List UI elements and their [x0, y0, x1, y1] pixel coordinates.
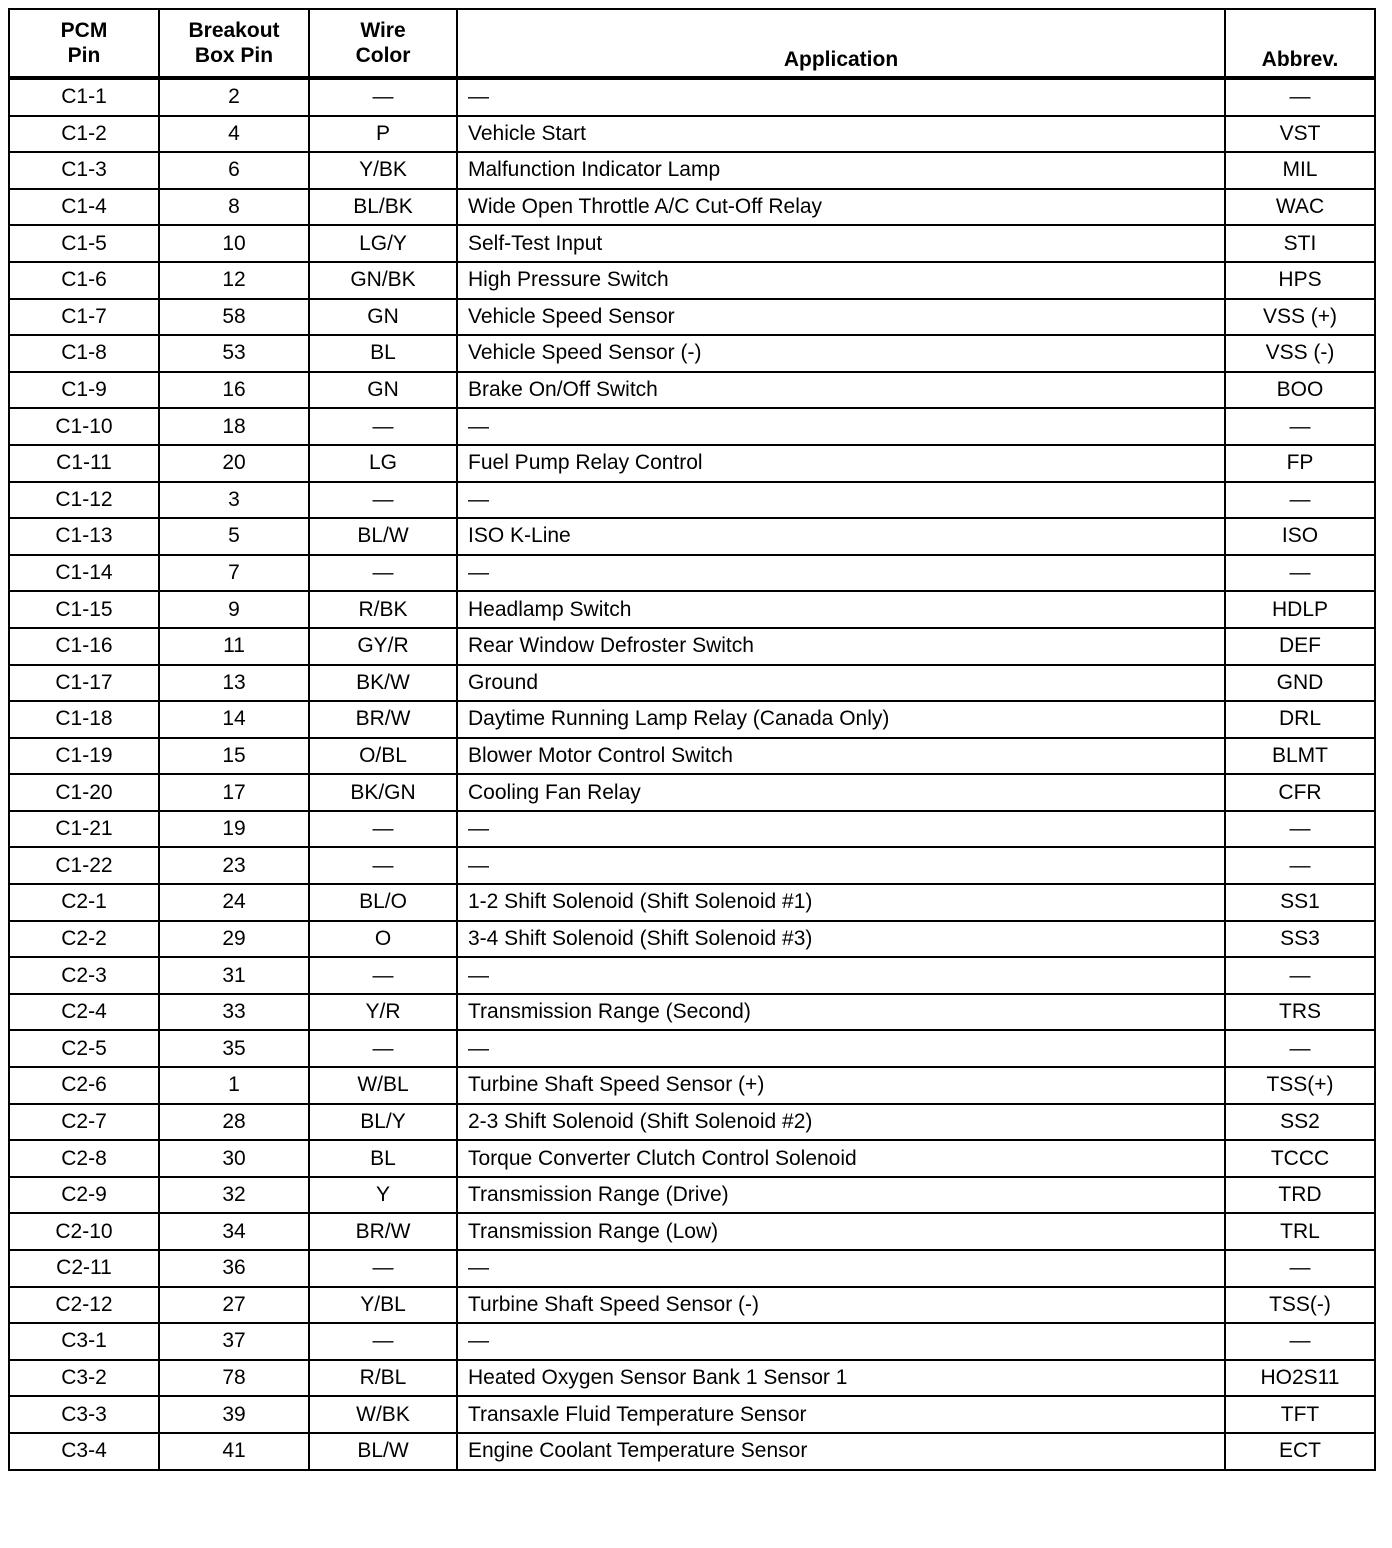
wire-color-cell: O/BL — [309, 738, 457, 775]
wire-color-cell: BL/O — [309, 884, 457, 921]
table-row — [9, 335, 1375, 372]
pcm-pin-cell: C1-16 — [9, 628, 159, 665]
application-cell: — — [457, 78, 1225, 116]
table-row — [9, 482, 1375, 519]
table-row — [9, 78, 1375, 116]
table-row — [9, 1433, 1375, 1470]
wire-color-cell: — — [309, 1323, 457, 1360]
table-row — [9, 152, 1375, 189]
breakout-box-pin-cell: 23 — [159, 847, 309, 884]
table-row — [9, 591, 1375, 628]
application-cell: — — [457, 811, 1225, 848]
wire-color-cell: BL — [309, 335, 457, 372]
table-row — [9, 884, 1375, 921]
application-cell: Transaxle Fluid Temperature Sensor — [457, 1396, 1225, 1433]
abbrev-cell: VST — [1225, 116, 1375, 153]
abbrev-cell: WAC — [1225, 189, 1375, 226]
pcm-pin-cell: C3-1 — [9, 1323, 159, 1360]
wire-color-cell: BR/W — [309, 701, 457, 738]
application-cell: — — [457, 1030, 1225, 1067]
breakout-box-pin-cell: 30 — [159, 1140, 309, 1177]
abbrev-cell: FP — [1225, 445, 1375, 482]
application-cell: — — [457, 1323, 1225, 1360]
table-row — [9, 408, 1375, 445]
pcm-pin-cell: C1-19 — [9, 738, 159, 775]
breakout-box-pin-cell: 41 — [159, 1433, 309, 1470]
wire-color-cell: — — [309, 408, 457, 445]
breakout-box-pin-cell: 16 — [159, 372, 309, 409]
application-cell: 1-2 Shift Solenoid (Shift Solenoid #1) — [457, 884, 1225, 921]
abbrev-cell: HPS — [1225, 262, 1375, 299]
pcm-pin-cell: C1-9 — [9, 372, 159, 409]
application-cell: Heated Oxygen Sensor Bank 1 Sensor 1 — [457, 1360, 1225, 1397]
abbrev-cell: VSS (+) — [1225, 299, 1375, 336]
application-cell: — — [457, 555, 1225, 592]
table-row — [9, 811, 1375, 848]
pcm-pin-cell: C1-14 — [9, 555, 159, 592]
breakout-box-pin-cell: 5 — [159, 518, 309, 555]
abbrev-cell: — — [1225, 555, 1375, 592]
table-header — [9, 9, 1375, 78]
table-row — [9, 1360, 1375, 1397]
abbrev-cell: BOO — [1225, 372, 1375, 409]
pcm-pin-cell: C1-13 — [9, 518, 159, 555]
pcm-pin-cell: C2-10 — [9, 1213, 159, 1250]
table-row — [9, 1396, 1375, 1433]
breakout-box-pin-cell: 29 — [159, 921, 309, 958]
application-cell: Torque Converter Clutch Control Solenoid — [457, 1140, 1225, 1177]
abbrev-cell: BLMT — [1225, 738, 1375, 775]
breakout-box-pin-cell: 31 — [159, 957, 309, 994]
pcm-pin-cell: C1-1 — [9, 78, 159, 116]
wire-color-cell: — — [309, 555, 457, 592]
breakout-box-pin-cell: 6 — [159, 152, 309, 189]
pcm-pin-cell: C2-11 — [9, 1250, 159, 1287]
breakout-box-pin-cell: 35 — [159, 1030, 309, 1067]
abbrev-cell: TCCC — [1225, 1140, 1375, 1177]
wire-color-cell: BL/BK — [309, 189, 457, 226]
abbrev-cell: TRS — [1225, 994, 1375, 1031]
wire-color-cell: Y/BL — [309, 1287, 457, 1324]
table-row — [9, 1104, 1375, 1141]
header-breakout-box-pin: Breakout Box Pin — [159, 9, 309, 78]
pcm-pin-cell: C1-5 — [9, 225, 159, 262]
application-cell: Turbine Shaft Speed Sensor (+) — [457, 1067, 1225, 1104]
pcm-pin-cell: C3-2 — [9, 1360, 159, 1397]
table-row — [9, 701, 1375, 738]
table-row — [9, 665, 1375, 702]
table-row — [9, 847, 1375, 884]
table-row — [9, 372, 1375, 409]
pcm-pin-cell: C2-6 — [9, 1067, 159, 1104]
abbrev-cell: TRD — [1225, 1177, 1375, 1214]
abbrev-cell: — — [1225, 1323, 1375, 1360]
application-cell: — — [457, 1250, 1225, 1287]
breakout-box-pin-cell: 9 — [159, 591, 309, 628]
pcm-pin-cell: C2-4 — [9, 994, 159, 1031]
breakout-box-pin-cell: 78 — [159, 1360, 309, 1397]
wire-color-cell: BL/W — [309, 518, 457, 555]
application-cell: Transmission Range (Drive) — [457, 1177, 1225, 1214]
application-cell: — — [457, 482, 1225, 519]
wire-color-cell: LG — [309, 445, 457, 482]
breakout-box-pin-cell: 14 — [159, 701, 309, 738]
abbrev-cell: CFR — [1225, 774, 1375, 811]
application-cell: 3-4 Shift Solenoid (Shift Solenoid #3) — [457, 921, 1225, 958]
application-cell: Transmission Range (Second) — [457, 994, 1225, 1031]
wire-color-cell: R/BK — [309, 591, 457, 628]
application-cell: Engine Coolant Temperature Sensor — [457, 1433, 1225, 1470]
table-row — [9, 738, 1375, 775]
table-row — [9, 1250, 1375, 1287]
table-row — [9, 262, 1375, 299]
abbrev-cell: — — [1225, 1250, 1375, 1287]
abbrev-cell: SS1 — [1225, 884, 1375, 921]
abbrev-cell: — — [1225, 957, 1375, 994]
breakout-box-pin-cell: 3 — [159, 482, 309, 519]
wire-color-cell: GN — [309, 299, 457, 336]
application-cell: Vehicle Speed Sensor — [457, 299, 1225, 336]
breakout-box-pin-cell: 58 — [159, 299, 309, 336]
wire-color-cell: — — [309, 847, 457, 884]
breakout-box-pin-cell: 12 — [159, 262, 309, 299]
application-cell: Vehicle Speed Sensor (-) — [457, 335, 1225, 372]
breakout-box-pin-cell: 2 — [159, 78, 309, 116]
header-pcm-pin: PCM Pin — [9, 9, 159, 78]
application-cell: Wide Open Throttle A/C Cut-Off Relay — [457, 189, 1225, 226]
pcm-pin-cell: C1-21 — [9, 811, 159, 848]
breakout-box-pin-cell: 1 — [159, 1067, 309, 1104]
wire-color-cell: W/BK — [309, 1396, 457, 1433]
abbrev-cell: — — [1225, 1030, 1375, 1067]
pcm-pin-cell: C2-7 — [9, 1104, 159, 1141]
application-cell: Headlamp Switch — [457, 591, 1225, 628]
pcm-pin-cell: C1-15 — [9, 591, 159, 628]
wire-color-cell: Y/BK — [309, 152, 457, 189]
application-cell: Cooling Fan Relay — [457, 774, 1225, 811]
pcm-pin-cell: C1-2 — [9, 116, 159, 153]
breakout-box-pin-cell: 4 — [159, 116, 309, 153]
wire-color-cell: Y/R — [309, 994, 457, 1031]
abbrev-cell: DEF — [1225, 628, 1375, 665]
abbrev-cell: VSS (-) — [1225, 335, 1375, 372]
breakout-box-pin-cell: 19 — [159, 811, 309, 848]
abbrev-cell: GND — [1225, 665, 1375, 702]
breakout-box-pin-cell: 7 — [159, 555, 309, 592]
pcm-pin-cell: C1-8 — [9, 335, 159, 372]
breakout-box-pin-cell: 28 — [159, 1104, 309, 1141]
breakout-box-pin-cell: 8 — [159, 189, 309, 226]
table-row — [9, 1323, 1375, 1360]
wire-color-cell: R/BL — [309, 1360, 457, 1397]
wire-color-cell: BK/W — [309, 665, 457, 702]
abbrev-cell: TSS(-) — [1225, 1287, 1375, 1324]
pcm-pin-cell: C2-12 — [9, 1287, 159, 1324]
application-cell: Self-Test Input — [457, 225, 1225, 262]
table-row — [9, 1287, 1375, 1324]
abbrev-cell: — — [1225, 482, 1375, 519]
table-row — [9, 1177, 1375, 1214]
abbrev-cell: SS2 — [1225, 1104, 1375, 1141]
application-cell: Blower Motor Control Switch — [457, 738, 1225, 775]
pcm-pin-cell: C3-4 — [9, 1433, 159, 1470]
breakout-box-pin-cell: 17 — [159, 774, 309, 811]
application-cell: ISO K-Line — [457, 518, 1225, 555]
pcm-pin-cell: C1-11 — [9, 445, 159, 482]
table-row — [9, 1140, 1375, 1177]
wire-color-cell: — — [309, 811, 457, 848]
wire-color-cell: LG/Y — [309, 225, 457, 262]
pcm-pin-cell: C1-17 — [9, 665, 159, 702]
abbrev-cell: STI — [1225, 225, 1375, 262]
application-cell: Vehicle Start — [457, 116, 1225, 153]
abbrev-cell: ISO — [1225, 518, 1375, 555]
breakout-box-pin-cell: 27 — [159, 1287, 309, 1324]
wire-color-cell: GY/R — [309, 628, 457, 665]
table-row — [9, 774, 1375, 811]
application-cell: Ground — [457, 665, 1225, 702]
header-row — [9, 9, 1375, 78]
breakout-box-pin-cell: 37 — [159, 1323, 309, 1360]
table-row — [9, 189, 1375, 226]
breakout-box-pin-cell: 32 — [159, 1177, 309, 1214]
application-cell: Rear Window Defroster Switch — [457, 628, 1225, 665]
pcm-pin-cell: C2-2 — [9, 921, 159, 958]
abbrev-cell: — — [1225, 78, 1375, 116]
abbrev-cell: SS3 — [1225, 921, 1375, 958]
application-cell: Daytime Running Lamp Relay (Canada Only) — [457, 701, 1225, 738]
table-row — [9, 1213, 1375, 1250]
pcm-pin-table — [8, 8, 1376, 1471]
table-row — [9, 1030, 1375, 1067]
breakout-box-pin-cell: 53 — [159, 335, 309, 372]
abbrev-cell: DRL — [1225, 701, 1375, 738]
abbrev-cell: MIL — [1225, 152, 1375, 189]
pcm-pin-cell: C2-1 — [9, 884, 159, 921]
wire-color-cell: — — [309, 1250, 457, 1287]
header-application: Application — [457, 9, 1225, 78]
table-row — [9, 445, 1375, 482]
table-row — [9, 225, 1375, 262]
breakout-box-pin-cell: 39 — [159, 1396, 309, 1433]
application-cell: Brake On/Off Switch — [457, 372, 1225, 409]
breakout-box-pin-cell: 10 — [159, 225, 309, 262]
breakout-box-pin-cell: 18 — [159, 408, 309, 445]
pcm-pin-cell: C1-7 — [9, 299, 159, 336]
pcm-pin-cell: C1-12 — [9, 482, 159, 519]
abbrev-cell: — — [1225, 408, 1375, 445]
table-row — [9, 957, 1375, 994]
wire-color-cell: BL/Y — [309, 1104, 457, 1141]
pcm-pin-cell: C2-9 — [9, 1177, 159, 1214]
pcm-pin-cell: C1-4 — [9, 189, 159, 226]
breakout-box-pin-cell: 20 — [159, 445, 309, 482]
wire-color-cell: Y — [309, 1177, 457, 1214]
abbrev-cell: TSS(+) — [1225, 1067, 1375, 1104]
wire-color-cell: BL/W — [309, 1433, 457, 1470]
abbrev-cell: TFT — [1225, 1396, 1375, 1433]
application-cell: Fuel Pump Relay Control — [457, 445, 1225, 482]
pcm-pin-cell: C1-3 — [9, 152, 159, 189]
wire-color-cell: BR/W — [309, 1213, 457, 1250]
application-cell: — — [457, 847, 1225, 884]
abbrev-cell: ECT — [1225, 1433, 1375, 1470]
pcm-pin-cell: C1-20 — [9, 774, 159, 811]
application-cell: 2-3 Shift Solenoid (Shift Solenoid #2) — [457, 1104, 1225, 1141]
table-row — [9, 628, 1375, 665]
wire-color-cell: — — [309, 78, 457, 116]
table-body — [9, 78, 1375, 1470]
application-cell: High Pressure Switch — [457, 262, 1225, 299]
pcm-pin-cell: C2-3 — [9, 957, 159, 994]
pcm-pin-cell: C1-22 — [9, 847, 159, 884]
pcm-pin-cell: C1-18 — [9, 701, 159, 738]
pcm-pin-cell: C2-8 — [9, 1140, 159, 1177]
application-cell: Transmission Range (Low) — [457, 1213, 1225, 1250]
wire-color-cell: — — [309, 1030, 457, 1067]
wire-color-cell: — — [309, 482, 457, 519]
abbrev-cell: — — [1225, 811, 1375, 848]
header-abbrev: Abbrev. — [1225, 9, 1375, 78]
abbrev-cell: HDLP — [1225, 591, 1375, 628]
breakout-box-pin-cell: 13 — [159, 665, 309, 702]
table-row — [9, 299, 1375, 336]
wire-color-cell: P — [309, 116, 457, 153]
wire-color-cell: GN — [309, 372, 457, 409]
wire-color-cell: BK/GN — [309, 774, 457, 811]
table-row — [9, 994, 1375, 1031]
wire-color-cell: GN/BK — [309, 262, 457, 299]
application-cell: Malfunction Indicator Lamp — [457, 152, 1225, 189]
pcm-pin-cell: C1-10 — [9, 408, 159, 445]
table-row — [9, 555, 1375, 592]
pcm-pin-cell: C3-3 — [9, 1396, 159, 1433]
wire-color-cell: W/BL — [309, 1067, 457, 1104]
table-row — [9, 116, 1375, 153]
wire-color-cell: — — [309, 957, 457, 994]
breakout-box-pin-cell: 11 — [159, 628, 309, 665]
abbrev-cell: TRL — [1225, 1213, 1375, 1250]
header-wire-color: Wire Color — [309, 9, 457, 78]
application-cell: — — [457, 408, 1225, 445]
abbrev-cell: HO2S11 — [1225, 1360, 1375, 1397]
pcm-pin-cell: C1-6 — [9, 262, 159, 299]
wire-color-cell: O — [309, 921, 457, 958]
application-cell: — — [457, 957, 1225, 994]
table-row — [9, 518, 1375, 555]
breakout-box-pin-cell: 15 — [159, 738, 309, 775]
breakout-box-pin-cell: 36 — [159, 1250, 309, 1287]
breakout-box-pin-cell: 24 — [159, 884, 309, 921]
abbrev-cell: — — [1225, 847, 1375, 884]
wire-color-cell: BL — [309, 1140, 457, 1177]
breakout-box-pin-cell: 33 — [159, 994, 309, 1031]
breakout-box-pin-cell: 34 — [159, 1213, 309, 1250]
application-cell: Turbine Shaft Speed Sensor (-) — [457, 1287, 1225, 1324]
table-row — [9, 921, 1375, 958]
table-row — [9, 1067, 1375, 1104]
pcm-pin-cell: C2-5 — [9, 1030, 159, 1067]
